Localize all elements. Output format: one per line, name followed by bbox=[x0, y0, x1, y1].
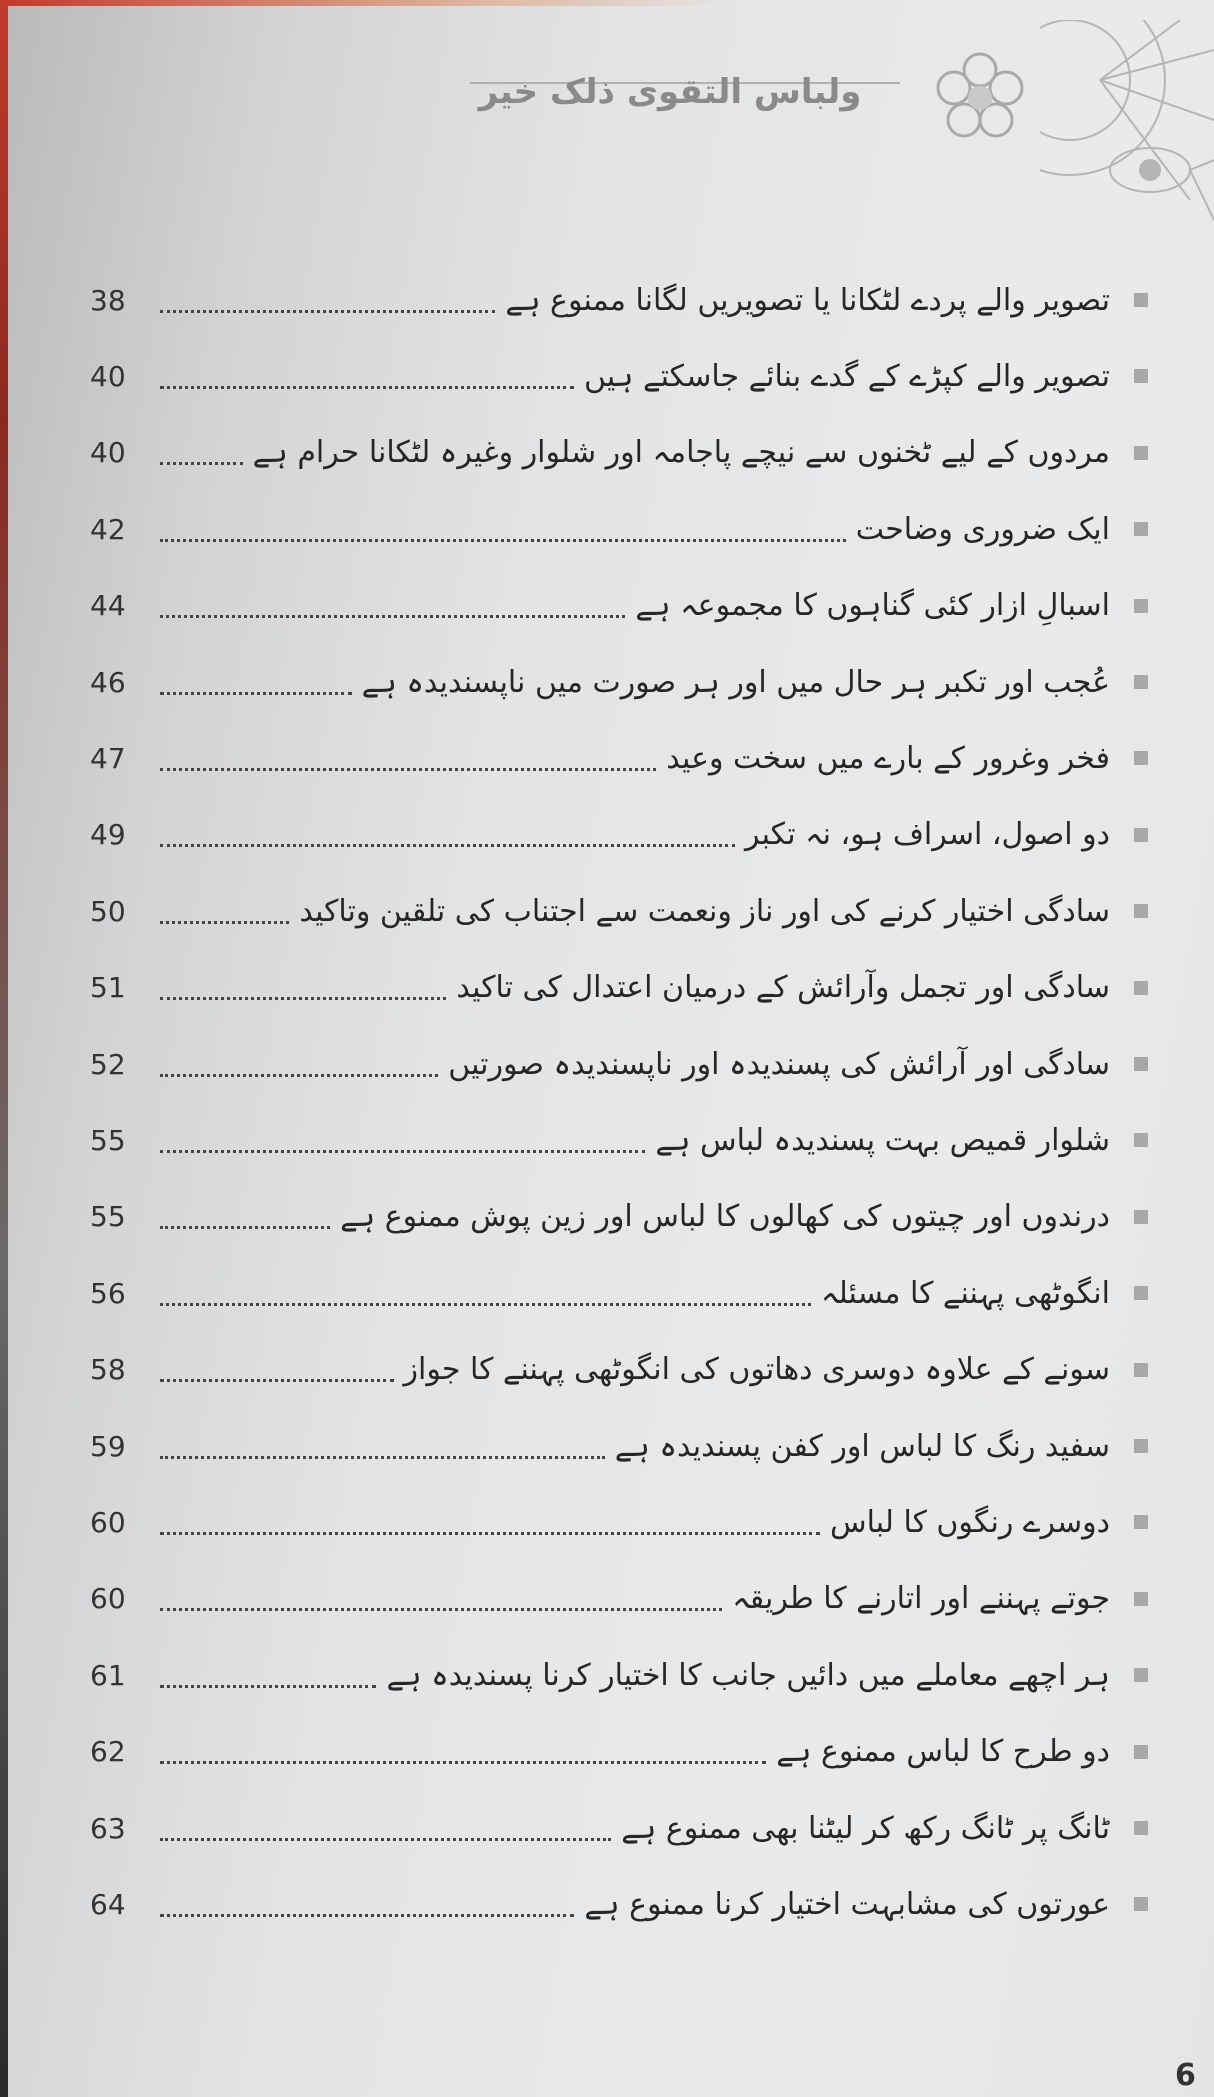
toc-entry bbox=[90, 1187, 1150, 1247]
square-bullet-icon bbox=[1134, 1133, 1148, 1147]
toc-entry bbox=[90, 958, 1150, 1018]
square-bullet-icon bbox=[1134, 1439, 1148, 1453]
square-bullet-icon bbox=[1134, 1745, 1148, 1759]
dot-leader bbox=[160, 539, 846, 542]
toc-entry bbox=[90, 346, 1150, 406]
toc-entry-title: جوتے پہننے اور اتارنے کا طریقہ bbox=[732, 1581, 1110, 1617]
toc-entry bbox=[90, 270, 1150, 330]
toc-entry bbox=[90, 1722, 1150, 1782]
toc-entry bbox=[90, 1492, 1150, 1552]
toc-entry-title: تصویر والے کپڑے کے گدے بنائے جاسکتے ہیں bbox=[584, 358, 1110, 394]
toc-entry bbox=[90, 805, 1150, 865]
toc-entry bbox=[90, 652, 1150, 712]
starburst-ornament-icon bbox=[1040, 20, 1214, 250]
toc-entry-page: 55 bbox=[90, 1123, 126, 1157]
dot-leader bbox=[160, 1761, 766, 1764]
square-bullet-icon bbox=[1134, 1286, 1148, 1300]
dot-leader bbox=[160, 1074, 438, 1077]
dot-leader bbox=[160, 1914, 574, 1917]
toc-entry-title: سادگی اور تجمل وآرائش کے درمیان اعتدال کی تاکید bbox=[456, 970, 1110, 1006]
book-cover-edge bbox=[0, 0, 8, 2097]
running-header: ولباس التقوی ذلک خیر bbox=[478, 72, 862, 112]
toc-entry bbox=[90, 728, 1150, 788]
toc-entry-title: شلوار قمیص بہت پسندیدہ لباس ہے bbox=[655, 1122, 1110, 1158]
square-bullet-icon bbox=[1134, 599, 1148, 613]
toc-entry-page: 58 bbox=[90, 1353, 126, 1387]
toc-entry-page: 44 bbox=[90, 589, 126, 623]
toc-entry bbox=[90, 1645, 1150, 1705]
dot-leader bbox=[160, 1379, 394, 1382]
dot-leader bbox=[160, 615, 625, 618]
toc-entry-title: مردوں کے لیے ٹخنوں سے نیچے پاجامہ اور شلوار وغیرہ لٹکانا حرام ہے bbox=[252, 435, 1110, 471]
dot-leader bbox=[160, 997, 446, 1000]
toc-entry bbox=[90, 881, 1150, 941]
toc-entry bbox=[90, 1340, 1150, 1400]
dot-leader bbox=[160, 1303, 811, 1306]
square-bullet-icon bbox=[1134, 828, 1148, 842]
toc-entry-page: 59 bbox=[90, 1429, 126, 1463]
dot-leader bbox=[160, 386, 574, 389]
toc-entry-page: 40 bbox=[90, 436, 126, 470]
square-bullet-icon bbox=[1134, 675, 1148, 689]
toc-entry-title: دوسرے رنگوں کا لباس bbox=[829, 1504, 1110, 1540]
square-bullet-icon bbox=[1134, 904, 1148, 918]
toc-entry-page: 46 bbox=[90, 665, 126, 699]
toc-entry bbox=[90, 1110, 1150, 1170]
dot-leader bbox=[160, 768, 656, 771]
toc-entry-title: سادگی اور آرائش کی پسندیدہ اور ناپسندیدہ صورتیں bbox=[448, 1046, 1110, 1082]
toc-entry-page: 60 bbox=[90, 1505, 126, 1539]
toc-entry-title: ہر اچھے معاملے میں دائیں جانب کا اختیار کرنا پسندیدہ ہے bbox=[386, 1657, 1110, 1693]
toc-entry-title: سفید رنگ کا لباس اور کفن پسندیدہ ہے bbox=[614, 1428, 1110, 1464]
dot-leader bbox=[160, 692, 352, 695]
toc-entry-title: تصویر والے پردے لٹکانا یا تصویریں لگانا ممنوع ہے bbox=[505, 282, 1110, 318]
dot-leader bbox=[160, 1685, 376, 1688]
toc-entry-title: عُجب اور تکبر ہر حال میں اور ہر صورت میں ناپسندیدہ ہے bbox=[361, 664, 1110, 700]
toc-entry bbox=[90, 1798, 1150, 1858]
toc-entry-page: 52 bbox=[90, 1047, 126, 1081]
dot-leader bbox=[160, 1838, 611, 1841]
toc-entry bbox=[90, 423, 1150, 483]
square-bullet-icon bbox=[1134, 1592, 1148, 1606]
toc-entry-page: 38 bbox=[90, 283, 126, 317]
dot-leader bbox=[160, 462, 243, 465]
toc-entry-page: 40 bbox=[90, 359, 126, 393]
square-bullet-icon bbox=[1134, 751, 1148, 765]
square-bullet-icon bbox=[1134, 293, 1148, 307]
square-bullet-icon bbox=[1134, 981, 1148, 995]
square-bullet-icon bbox=[1134, 1057, 1148, 1071]
toc-entry-page: 55 bbox=[90, 1200, 126, 1234]
square-bullet-icon bbox=[1134, 1210, 1148, 1224]
page-number: 6 bbox=[1175, 2058, 1196, 2093]
toc-entry-page: 63 bbox=[90, 1811, 126, 1845]
toc-entry-title: انگوٹھی پہننے کا مسئلہ bbox=[821, 1275, 1110, 1311]
toc-entry-page: 61 bbox=[90, 1658, 126, 1692]
toc-entry-page: 60 bbox=[90, 1582, 126, 1616]
page-edge-top bbox=[0, 0, 1214, 6]
toc-entry-page: 62 bbox=[90, 1735, 126, 1769]
dot-leader bbox=[160, 1226, 330, 1229]
toc-entry bbox=[90, 1874, 1150, 1934]
toc-entry-title: سونے کے علاوہ دوسری دھاتوں کی انگوٹھی پہننے کا جواز bbox=[403, 1352, 1110, 1388]
toc-entry-page: 51 bbox=[90, 971, 126, 1005]
square-bullet-icon bbox=[1134, 1363, 1148, 1377]
dot-leader bbox=[160, 921, 289, 924]
toc-entry-title: سادگی اختیار کرنے کی اور ناز ونعمت سے اجتناب کی تلقین وتاکید bbox=[299, 893, 1110, 929]
toc-entry-title: ٹانگ پر ٹانگ رکھ کر لیٹنا بھی ممنوع ہے bbox=[621, 1810, 1110, 1846]
square-bullet-icon bbox=[1134, 369, 1148, 383]
toc-entry-page: 64 bbox=[90, 1887, 126, 1921]
toc-entry-title: درندوں اور چیتوں کی کھالوں کا لباس اور زین پوش ممنوع ہے bbox=[340, 1199, 1110, 1235]
square-bullet-icon bbox=[1134, 1515, 1148, 1529]
toc-entry-page: 56 bbox=[90, 1276, 126, 1310]
dot-leader bbox=[160, 310, 495, 313]
toc-entry-title: عورتوں کی مشابہت اختیار کرنا ممنوع ہے bbox=[584, 1886, 1110, 1922]
toc-entry-title: اسبالِ ازار کئی گناہوں کا مجموعہ ہے bbox=[635, 588, 1110, 624]
toc-entry bbox=[90, 499, 1150, 559]
square-bullet-icon bbox=[1134, 1821, 1148, 1835]
toc-entry-page: 47 bbox=[90, 741, 126, 775]
dot-leader bbox=[160, 1456, 605, 1459]
toc-entry-title: دو اصول، اسراف ہو، نہ تکبر bbox=[745, 817, 1110, 853]
toc-entry-title: ایک ضروری وضاحت bbox=[855, 511, 1110, 547]
square-bullet-icon bbox=[1134, 1668, 1148, 1682]
toc-entry bbox=[90, 1569, 1150, 1629]
square-bullet-icon bbox=[1134, 446, 1148, 460]
toc-entry-title: فخر وغرور کے بارے میں سخت وعید bbox=[666, 740, 1110, 776]
dot-leader bbox=[160, 1150, 645, 1153]
toc-entry-page: 50 bbox=[90, 894, 126, 928]
flower-ornament-icon bbox=[930, 48, 1030, 148]
toc-entry-title: دو طرح کا لباس ممنوع ہے bbox=[776, 1734, 1110, 1770]
dot-leader bbox=[160, 844, 735, 847]
dot-leader bbox=[160, 1532, 820, 1535]
toc-entry bbox=[90, 1416, 1150, 1476]
toc-entry bbox=[90, 1263, 1150, 1323]
toc-entry bbox=[90, 1034, 1150, 1094]
toc-entry-page: 49 bbox=[90, 818, 126, 852]
toc-entry-page: 42 bbox=[90, 512, 126, 546]
dot-leader bbox=[160, 1608, 722, 1611]
square-bullet-icon bbox=[1134, 1897, 1148, 1911]
square-bullet-icon bbox=[1134, 522, 1148, 536]
toc-entry bbox=[90, 576, 1150, 636]
